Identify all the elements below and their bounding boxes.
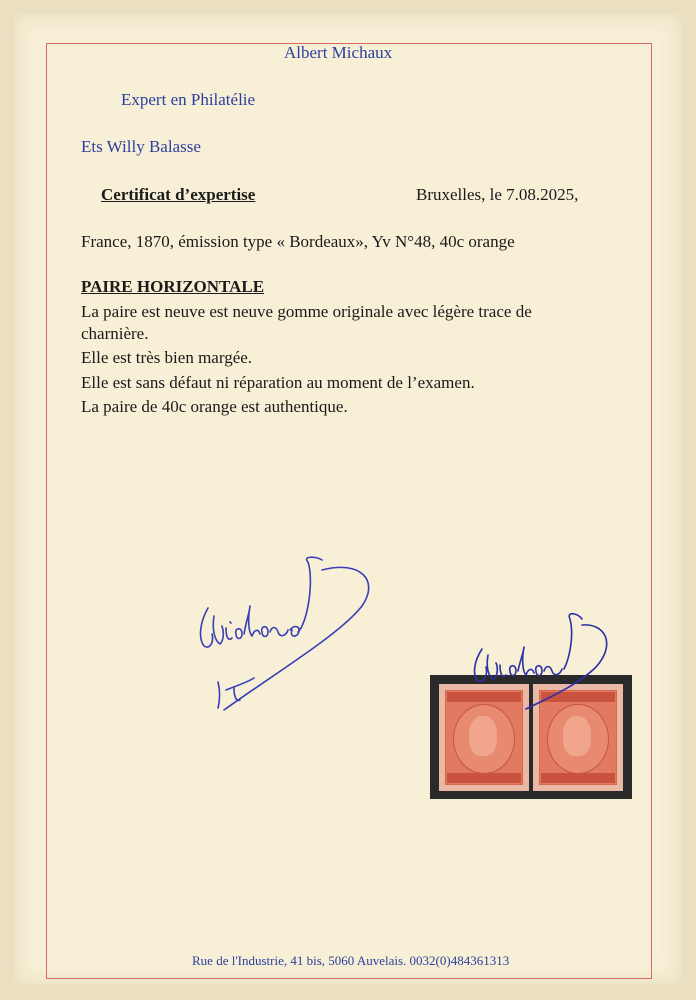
findings-line: charnière. xyxy=(81,324,149,343)
findings-line: La paire de 40c orange est authentique. xyxy=(81,397,348,416)
footer-address: Rue de l'Industrie, 41 bis, 5060 Auvelais. 0032(0)484361313 xyxy=(192,953,510,968)
findings-heading: PAIRE HORIZONTALE xyxy=(81,277,265,296)
company-name: Ets Willy Balasse xyxy=(81,137,201,156)
stamp-description: France, 1870, émission type « Bordeaux», Yv N°48, 40c orange xyxy=(81,232,515,251)
place-date: Bruxelles, le 7.08.2025, xyxy=(416,185,579,204)
findings-line: Elle est sans défaut ni réparation au moment de l’examen. xyxy=(81,373,475,392)
expert-signature xyxy=(190,550,390,720)
findings-line: La paire est neuve est neuve gomme originale avec légère trace de xyxy=(81,302,532,321)
expert-title: Expert en Philatélie xyxy=(121,90,256,109)
expert-name: Albert Michaux xyxy=(284,43,393,62)
red-border-frame xyxy=(46,43,652,979)
certificate-heading: Certificat d’expertise xyxy=(101,185,256,204)
stamp-signature xyxy=(466,605,626,715)
findings-line: Elle est très bien margée. xyxy=(81,348,253,367)
